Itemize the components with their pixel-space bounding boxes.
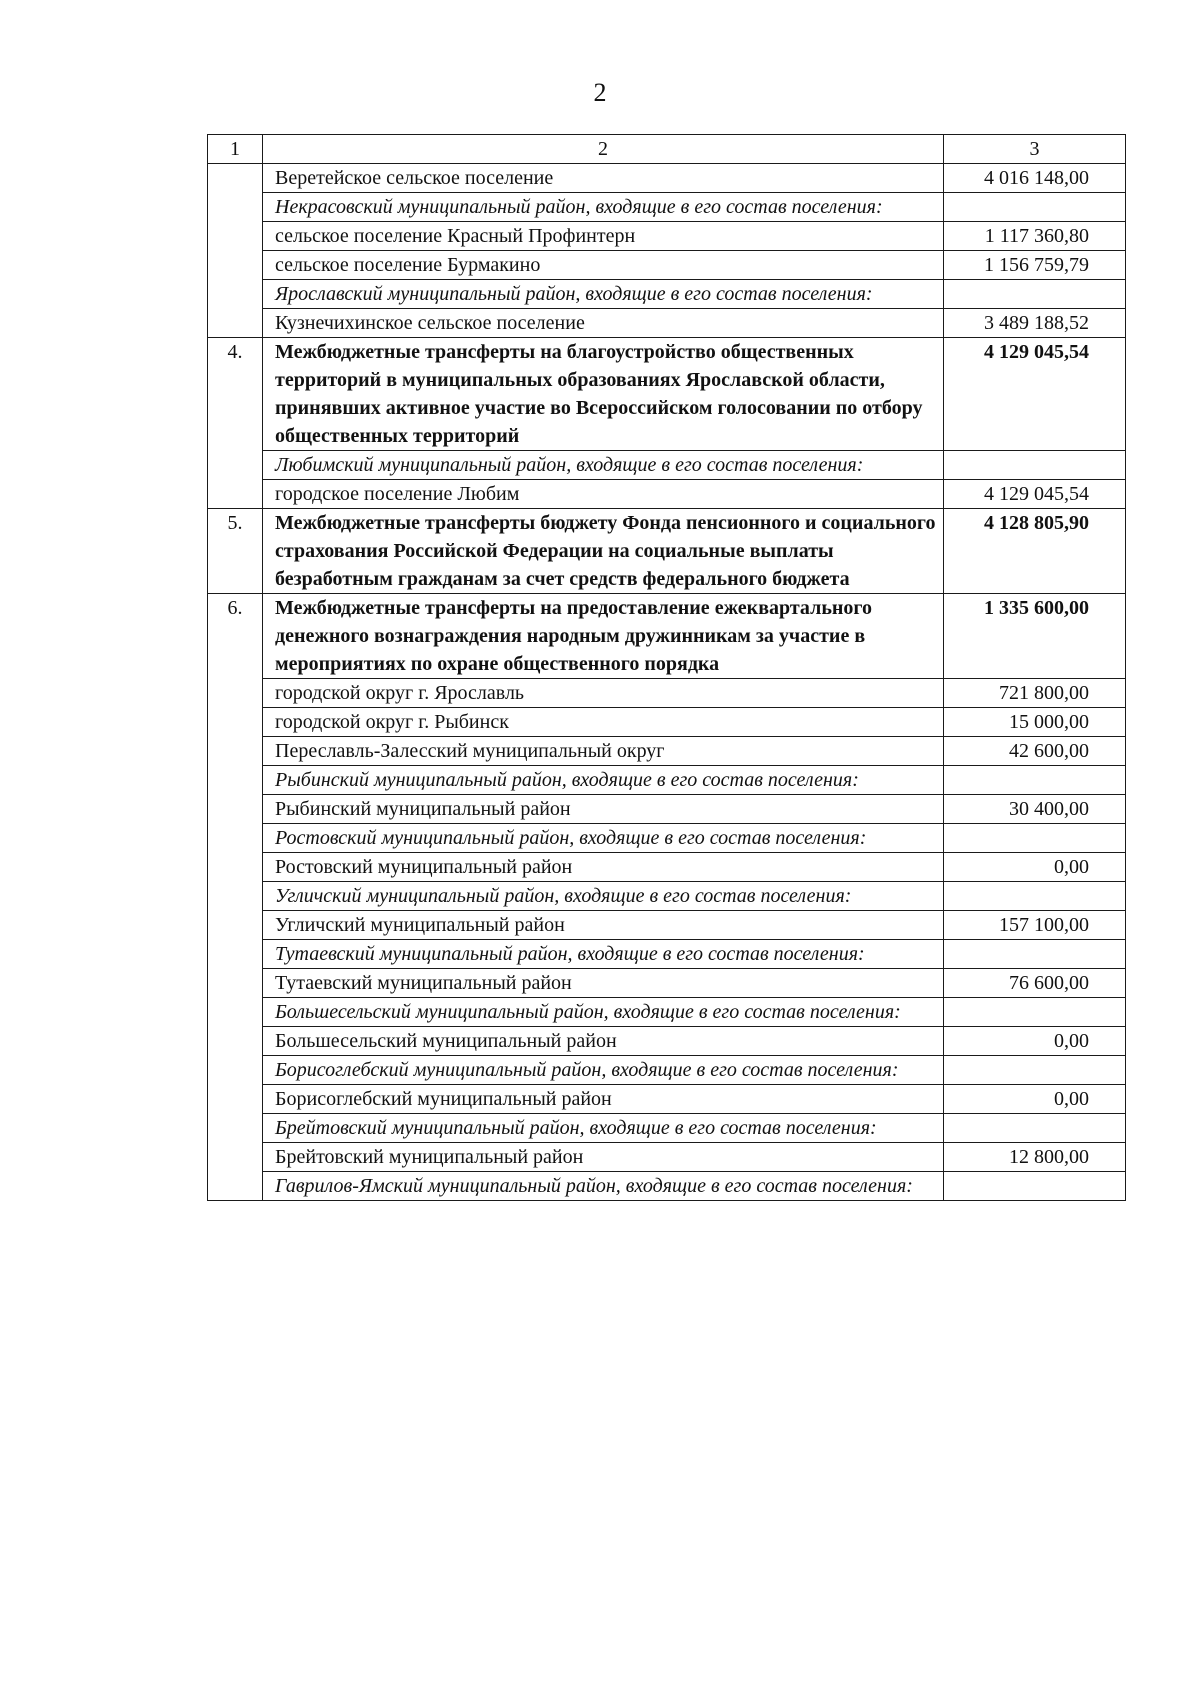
row-name-cell: Межбюджетные трансферты бюджету Фонда пенсионного и социального страхования Российской Федерации на социальные выплаты безработным гражданам за счет средств федерального бюджета <box>263 509 944 594</box>
row-value-cell: 157 100,00 <box>944 911 1126 940</box>
row-name-cell: Рыбинский муниципальный район <box>263 795 944 824</box>
header-col-1: 1 <box>208 135 263 164</box>
row-value-cell <box>944 882 1126 911</box>
table-body <box>208 164 1126 1201</box>
row-value-cell: 4 129 045,54 <box>944 338 1126 451</box>
row-name-cell: Кузнечихинское сельское поселение <box>263 309 944 338</box>
header-col-3: 3 <box>944 135 1126 164</box>
row-value-cell: 0,00 <box>944 853 1126 882</box>
table-row <box>208 164 1126 193</box>
row-number-cell <box>208 1027 263 1056</box>
row-value-cell: 1 335 600,00 <box>944 594 1126 679</box>
table-row <box>208 594 1126 679</box>
row-number-cell <box>208 940 263 969</box>
row-value-cell: 4 128 805,90 <box>944 509 1126 594</box>
header-col-2: 2 <box>263 135 944 164</box>
table-row <box>208 940 1126 969</box>
row-name-cell: Веретейское сельское поселение <box>263 164 944 193</box>
row-value-cell <box>944 193 1126 222</box>
table-row <box>208 911 1126 940</box>
row-value-cell: 0,00 <box>944 1085 1126 1114</box>
row-number-cell <box>208 766 263 795</box>
row-value-cell: 12 800,00 <box>944 1143 1126 1172</box>
table-row <box>208 309 1126 338</box>
row-value-cell <box>944 766 1126 795</box>
table-row <box>208 708 1126 737</box>
row-number-cell <box>208 251 263 280</box>
row-number-cell: 6. <box>208 594 263 679</box>
row-number-cell <box>208 1114 263 1143</box>
row-number-cell <box>208 1056 263 1085</box>
row-name-cell: Некрасовский муниципальный район, входящие в его состав поселения: <box>263 193 944 222</box>
row-name-cell: Большесельский муниципальный район <box>263 1027 944 1056</box>
row-value-cell: 30 400,00 <box>944 795 1126 824</box>
row-name-cell: Угличский муниципальный район <box>263 911 944 940</box>
table-row <box>208 882 1126 911</box>
row-value-cell <box>944 1172 1126 1201</box>
row-name-cell: городской округ г. Ярославль <box>263 679 944 708</box>
row-value-cell: 1 117 360,80 <box>944 222 1126 251</box>
row-value-cell <box>944 998 1126 1027</box>
row-value-cell: 76 600,00 <box>944 969 1126 998</box>
table-row <box>208 1027 1126 1056</box>
table-row <box>208 853 1126 882</box>
row-value-cell <box>944 824 1126 853</box>
row-number-cell <box>208 882 263 911</box>
row-name-cell: Межбюджетные трансферты на предоставление ежеквартального денежного вознаграждения народным дружинникам за участие в мероприятиях по охране общественного порядка <box>263 594 944 679</box>
row-number-cell <box>208 998 263 1027</box>
row-number-cell <box>208 679 263 708</box>
row-name-cell: Любимский муниципальный район, входящие в его состав поселения: <box>263 451 944 480</box>
table-row <box>208 251 1126 280</box>
row-value-cell: 1 156 759,79 <box>944 251 1126 280</box>
table-row <box>208 1056 1126 1085</box>
row-value-cell <box>944 1056 1126 1085</box>
row-number-cell <box>208 280 263 309</box>
row-number-cell <box>208 164 263 193</box>
table-row <box>208 824 1126 853</box>
row-value-cell: 3 489 188,52 <box>944 309 1126 338</box>
table-row <box>208 737 1126 766</box>
table-row <box>208 193 1126 222</box>
table-row <box>208 795 1126 824</box>
table-header-row <box>208 135 1126 164</box>
row-name-cell: Ростовский муниципальный район, входящие в его состав поселения: <box>263 824 944 853</box>
row-number-cell <box>208 853 263 882</box>
row-value-cell: 4 129 045,54 <box>944 480 1126 509</box>
page-number: 2 <box>593 78 607 107</box>
row-number-cell <box>208 708 263 737</box>
row-value-cell <box>944 1114 1126 1143</box>
row-name-cell: сельское поселение Бурмакино <box>263 251 944 280</box>
table-row <box>208 679 1126 708</box>
row-value-cell: 4 016 148,00 <box>944 164 1126 193</box>
table-row <box>208 451 1126 480</box>
budget-table <box>207 134 1126 1201</box>
table-row <box>208 338 1126 451</box>
table-row <box>208 280 1126 309</box>
row-name-cell: Ростовский муниципальный район <box>263 853 944 882</box>
table-row <box>208 509 1126 594</box>
row-name-cell: сельское поселение Красный Профинтерн <box>263 222 944 251</box>
row-name-cell: Брейтовский муниципальный район <box>263 1143 944 1172</box>
row-number-cell <box>208 911 263 940</box>
row-number-cell <box>208 222 263 251</box>
row-name-cell: Борисоглебский муниципальный район <box>263 1085 944 1114</box>
row-name-cell: Переславль-Залесский муниципальный округ <box>263 737 944 766</box>
row-name-cell: Брейтовский муниципальный район, входящие в его состав поселения: <box>263 1114 944 1143</box>
row-number-cell <box>208 969 263 998</box>
row-number-cell <box>208 451 263 480</box>
row-name-cell: Рыбинский муниципальный район, входящие в его состав поселения: <box>263 766 944 795</box>
table-row <box>208 969 1126 998</box>
row-name-cell: Межбюджетные трансферты на благоустройство общественных территорий в муниципальных образованиях Ярославской области, принявших активное участие во Всероссийском голосовании по отбору общественных территорий <box>263 338 944 451</box>
row-number-cell: 4. <box>208 338 263 451</box>
row-name-cell: городской округ г. Рыбинск <box>263 708 944 737</box>
row-name-cell: Угличский муниципальный район, входящие в его состав поселения: <box>263 882 944 911</box>
row-number-cell: 5. <box>208 509 263 594</box>
row-name-cell: Большесельский муниципальный район, входящие в его состав поселения: <box>263 998 944 1027</box>
table-row <box>208 1172 1126 1201</box>
row-name-cell: Борисоглебский муниципальный район, входящие в его состав поселения: <box>263 1056 944 1085</box>
row-name-cell: Ярославский муниципальный район, входящие в его состав поселения: <box>263 280 944 309</box>
row-number-cell <box>208 480 263 509</box>
table-row <box>208 766 1126 795</box>
row-value-cell: 15 000,00 <box>944 708 1126 737</box>
row-name-cell: Тутаевский муниципальный район, входящие в его состав поселения: <box>263 940 944 969</box>
row-number-cell <box>208 193 263 222</box>
table-row <box>208 222 1126 251</box>
row-name-cell: городское поселение Любим <box>263 480 944 509</box>
row-number-cell <box>208 1143 263 1172</box>
table-row <box>208 1143 1126 1172</box>
row-number-cell <box>208 824 263 853</box>
row-value-cell <box>944 451 1126 480</box>
table-row <box>208 998 1126 1027</box>
row-name-cell: Тутаевский муниципальный район <box>263 969 944 998</box>
row-number-cell <box>208 795 263 824</box>
row-value-cell: 0,00 <box>944 1027 1126 1056</box>
row-value-cell: 42 600,00 <box>944 737 1126 766</box>
row-number-cell <box>208 1085 263 1114</box>
row-number-cell <box>208 309 263 338</box>
table-row <box>208 1114 1126 1143</box>
row-value-cell <box>944 940 1126 969</box>
row-value-cell: 721 800,00 <box>944 679 1126 708</box>
row-number-cell <box>208 1172 263 1201</box>
row-name-cell: Гаврилов-Ямский муниципальный район, входящие в его состав поселения: <box>263 1172 944 1201</box>
table-row <box>208 480 1126 509</box>
table-row <box>208 1085 1126 1114</box>
row-value-cell <box>944 280 1126 309</box>
row-number-cell <box>208 737 263 766</box>
